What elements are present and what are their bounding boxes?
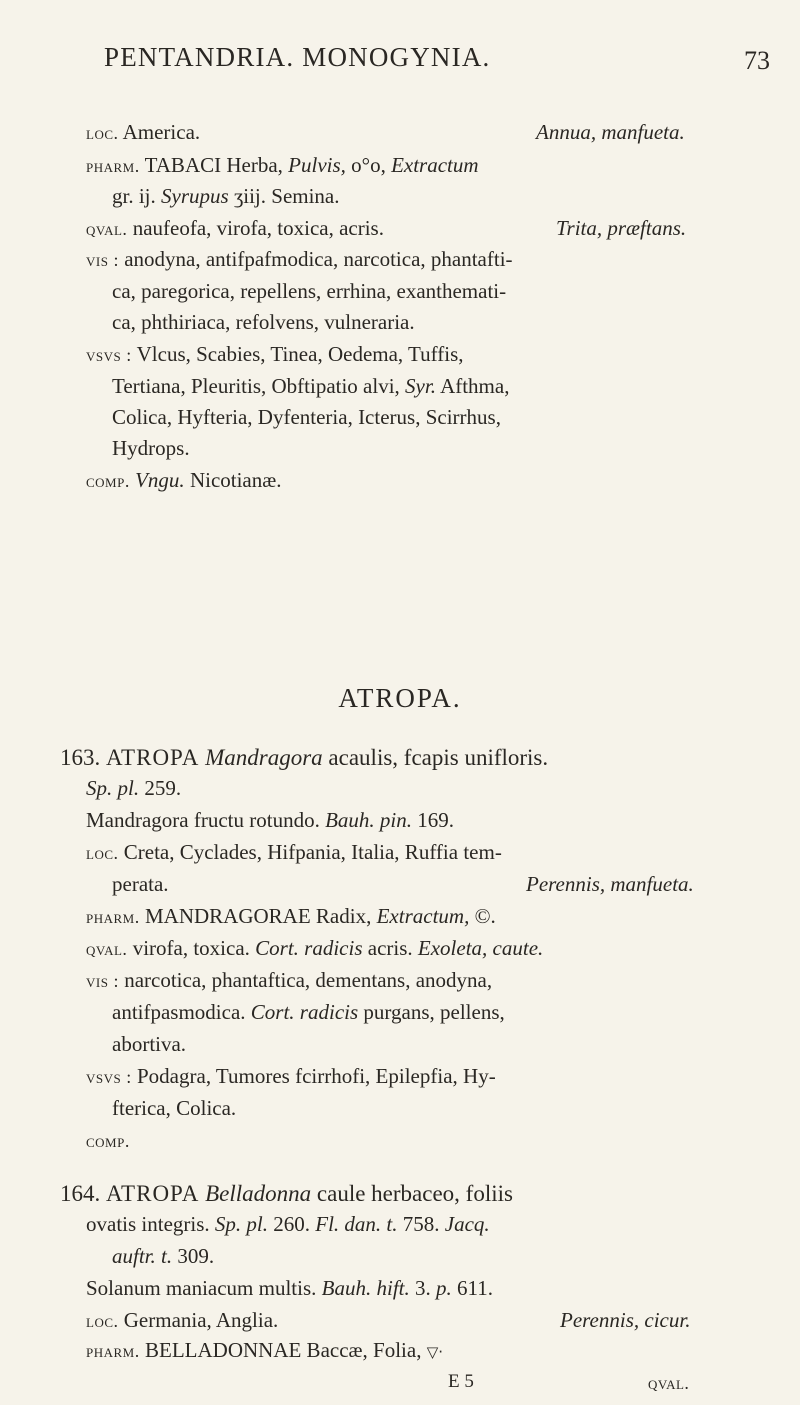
- tabacum-qual-line: [86, 218, 384, 239]
- label-loc: loc.: [86, 1311, 119, 1331]
- entry-163-ref-line: [86, 778, 181, 799]
- pharm-symbol: ©.: [474, 904, 496, 928]
- species-name: Mandragora: [205, 745, 323, 770]
- entry-163-loc-line1: [86, 842, 502, 863]
- ref-austr-num: 309.: [177, 1244, 215, 1268]
- label-loc: loc.: [86, 843, 119, 863]
- pharm-extract: Extractum: [391, 153, 479, 177]
- pharm-syrup-qty: ʒiij. Semina.: [233, 184, 340, 208]
- tabacum-vis-line1: [86, 249, 513, 270]
- entry-164-loc-line: [86, 1310, 278, 1331]
- entry-163-usus-line2: fterica, Colica.: [112, 1096, 237, 1120]
- ref-fl-dan-num: 758.: [402, 1212, 440, 1236]
- tabacum-vis-line2: ca, paregorica, repellens, errhina, exanthemati-: [112, 279, 507, 303]
- vis-text: narcotica, phantaftica, dementans, anodyna,: [124, 968, 493, 992]
- usus-syr: Syr.: [405, 374, 436, 398]
- usus-text-b: Afthma,: [440, 374, 510, 398]
- ref-sp-pl: Sp. pl.: [214, 1212, 268, 1236]
- synonym-text: Mandragora fructu rotundo.: [86, 808, 320, 832]
- label-qual: qval.: [86, 219, 128, 239]
- entry-163-qual-line: [86, 938, 543, 959]
- tabacum-loc-line: [86, 122, 200, 143]
- ref-austr: auftr. t.: [112, 1244, 173, 1268]
- diagnosis-cont: ovatis integris.: [86, 1212, 210, 1236]
- synonym-p: p.: [436, 1276, 452, 1300]
- label-comp: comp.: [86, 1131, 130, 1151]
- species-name: Belladonna: [205, 1181, 312, 1206]
- tabacum-vis-line3: ca, phthiriaca, refolvens, vulneraria.: [112, 310, 415, 334]
- usus-text-a: Tertiana, Pleuritis, Obftipatio alvi,: [112, 374, 400, 398]
- label-loc: loc.: [86, 123, 119, 143]
- entry-164-title-line: [60, 1182, 513, 1205]
- synonym-num: 3.: [415, 1276, 431, 1300]
- label-comp: comp.: [86, 471, 130, 491]
- catchword: qval.: [648, 1373, 690, 1393]
- tabacum-pharm-line: [86, 155, 479, 176]
- entry-number: 163.: [60, 745, 101, 770]
- label-usus: vsvs :: [86, 1067, 132, 1087]
- ref-sp-pl-num: 259.: [144, 776, 182, 800]
- qual-cort: Cort. radicis: [255, 936, 363, 960]
- entry-163-usus-line1: [86, 1066, 496, 1087]
- ref-fl-dan: Fl. dan. t.: [315, 1212, 398, 1236]
- entry-164-ref-line2: [112, 1246, 214, 1267]
- entry-163-pharm-line: [86, 906, 496, 927]
- genus-name: ATROPA: [106, 745, 200, 770]
- running-title: PENTANDRIA. MONOGYNIA.: [104, 42, 491, 72]
- pharm-pulvis: Pulvis,: [288, 153, 346, 177]
- entry-164-pharm-line: [86, 1340, 443, 1361]
- synonym-ref: Bauh. pin.: [325, 808, 413, 832]
- synonym-ref: Bauh. hift.: [321, 1276, 410, 1300]
- tabacum-usus-line2: [112, 376, 509, 397]
- vis-text: anodyna, antifpafmodica, narcotica, phantafti-: [124, 247, 513, 271]
- entry-163-vis-line3: abortiva.: [112, 1032, 187, 1056]
- genus-heading: ATROPA.: [338, 683, 462, 713]
- diagnosis: caule herbaceo, foliis: [316, 1181, 513, 1206]
- synonym-num: 169.: [417, 808, 455, 832]
- diagnosis: acaulis, fcapis unifloris.: [328, 745, 549, 770]
- usus-text: Podagra, Tumores fcirrhofi, Epilepfia, Hy-: [137, 1064, 496, 1088]
- vis-text-a: antifpasmodica.: [112, 1000, 246, 1024]
- entry-163-syn-line: [86, 810, 454, 831]
- usus-text: Vlcus, Scabies, Tinea, Oedema, Tuffis,: [136, 342, 464, 366]
- entry-163-vis-line1: [86, 970, 492, 991]
- qual-text: naufeofa, virofa, toxica, acris.: [132, 216, 384, 240]
- entry-164-loc-right: Perennis, cicur.: [560, 1308, 691, 1332]
- tabacum-usus-line3: Colica, Hyfteria, Dyfenteria, Icterus, Scirrhus,: [112, 405, 501, 429]
- entry-163-vis-line2: [112, 1002, 505, 1023]
- ref-sp-pl-num: 260.: [273, 1212, 310, 1236]
- synonym-pnum: 611.: [457, 1276, 493, 1300]
- label-usus: vsvs :: [86, 345, 132, 365]
- pharm-syrup: Syrupus: [161, 184, 229, 208]
- label-vis: vis :: [86, 971, 119, 991]
- loc-text: Creta, Cyclades, Hifpania, Italia, Ruffia tem-: [123, 840, 502, 864]
- tabacum-usus-line4: Hydrops.: [112, 436, 190, 460]
- entry-163-loc-right: Perennis, manfueta.: [526, 872, 694, 896]
- tabacum-loc-right: Annua, manfueta.: [536, 120, 685, 144]
- pharm-oil: o°o,: [351, 153, 386, 177]
- vis-cort: Cort. radicis: [250, 1000, 359, 1024]
- entry-164-ref-line: [86, 1214, 490, 1235]
- tabacum-pharm-line2: [112, 186, 340, 207]
- pharm-text: TABACI Herba,: [144, 153, 283, 177]
- entry-164-syn-line: [86, 1278, 493, 1299]
- pharm-text: MANDRAGORAE Radix,: [145, 904, 372, 928]
- comp-ungu: Vngu.: [135, 468, 185, 492]
- label-pharm: pharm.: [86, 907, 140, 927]
- qual-acris: acris.: [367, 936, 413, 960]
- pharm-dose: gr. ij.: [112, 184, 156, 208]
- pharm-text: BELLADONNAE Baccæ, Folia,: [145, 1338, 422, 1362]
- entry-163-comp-line: [86, 1130, 130, 1151]
- running-header: [104, 42, 770, 82]
- loc-text: America.: [122, 120, 201, 144]
- loc-text: Germania, Anglia.: [123, 1308, 279, 1332]
- label-vis: vis :: [86, 250, 119, 270]
- pharm-extract: Extractum,: [376, 904, 470, 928]
- comp-text: Nicotianæ.: [189, 468, 282, 492]
- entry-163-loc-line2: perata.: [112, 872, 169, 896]
- tabacum-usus-line1: [86, 344, 464, 365]
- label-pharm: pharm.: [86, 1341, 140, 1361]
- ref-jacq: Jacq.: [444, 1212, 490, 1236]
- tabacum-comp-line: [86, 470, 282, 491]
- genus-name: ATROPA: [106, 1181, 200, 1206]
- label-qual: qval.: [86, 939, 128, 959]
- triangle-symbol: ▽·: [426, 1343, 444, 1361]
- entry-number: 164.: [60, 1181, 101, 1206]
- vis-text-b: purgans, pellens,: [363, 1000, 505, 1024]
- page-number: 73: [744, 46, 770, 75]
- signature-mark: E 5: [448, 1371, 474, 1392]
- label-pharm: pharm.: [86, 156, 140, 176]
- qual-right: Exoleta, caute.: [417, 936, 544, 960]
- synonym-text: Solanum maniacum multis.: [86, 1276, 317, 1300]
- ref-sp-pl: Sp. pl.: [86, 776, 140, 800]
- entry-163-title-line: [60, 746, 548, 769]
- qual-text: virofa, toxica.: [132, 936, 250, 960]
- tabacum-qual-right: Trita, præftans.: [556, 216, 687, 240]
